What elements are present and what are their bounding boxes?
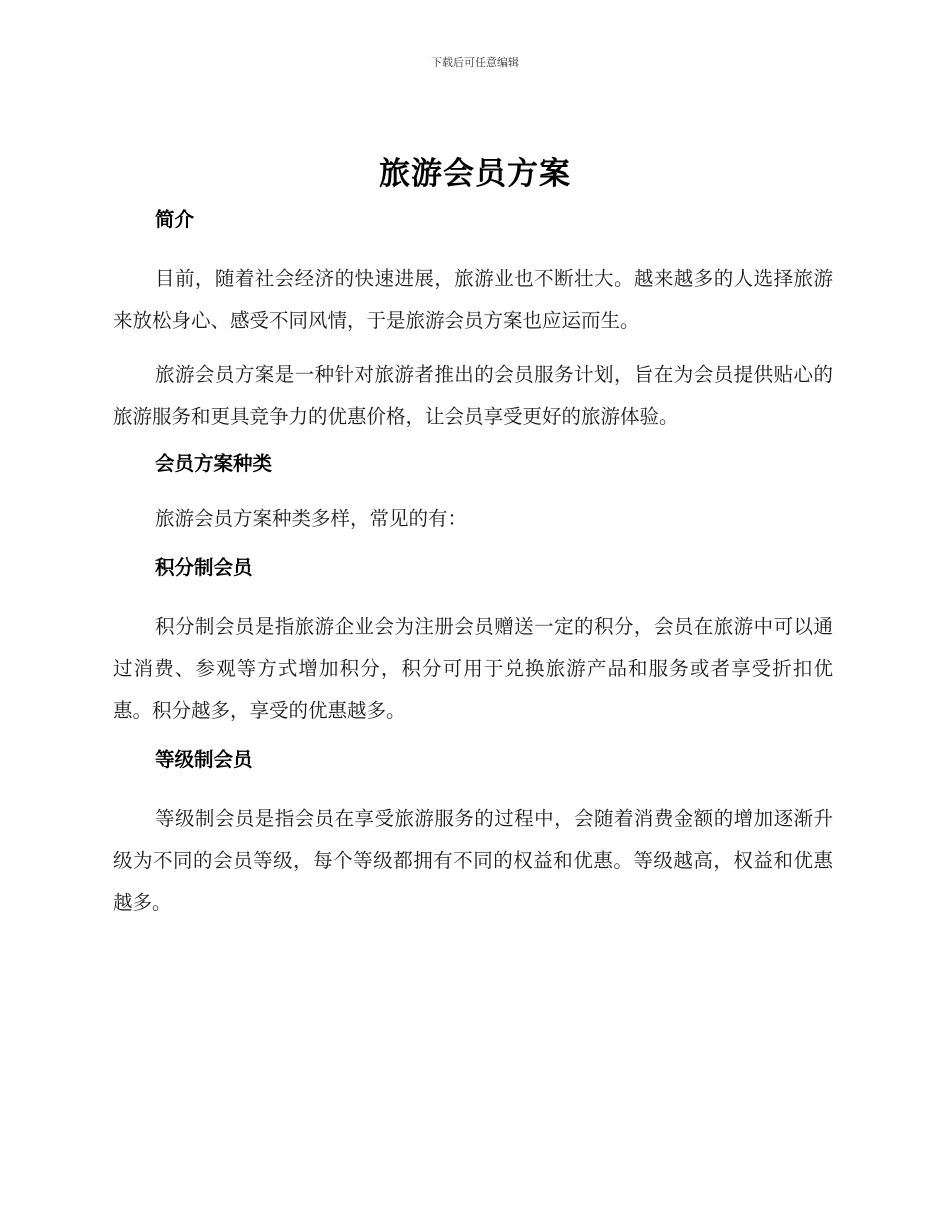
- document-body: [113, 204, 833, 924]
- section-heading-points: 积分制会员: [155, 556, 253, 579]
- document-title: 旅游会员方案: [379, 156, 571, 192]
- page-header-note: 下载后可任意编辑: [431, 56, 519, 69]
- section-heading-levels: 等级制会员: [155, 748, 253, 771]
- levels-paragraph: 等级制会员是指会员在享受旅游服务的过程中，会随着消费金额的增加逐渐升级为不同的会员等级，每个等级都拥有不同的权益和优惠。等级越高，权益和优惠越多。: [113, 807, 833, 914]
- section-heading-types: 会员方案种类: [155, 452, 273, 475]
- intro-paragraph-2: 旅游会员方案是一种针对旅游者推出的会员服务计划，旨在为会员提供贴心的旅游服务和更具竞争力的优惠价格，让会员享受更好的旅游体验。: [113, 363, 833, 428]
- points-paragraph: 积分制会员是指旅游企业会为注册会员赠送一定的积分，会员在旅游中可以通过消费、参观等方式增加积分，积分可用于兑换旅游产品和服务或者享受折扣优惠。积分越多，享受的优惠越多。: [113, 615, 833, 722]
- intro-paragraph-1: 目前，随着社会经济的快速进展，旅游业也不断壮大。越来越多的人选择旅游来放松身心、感受不同风情，于是旅游会员方案也应运而生。: [113, 267, 833, 332]
- types-paragraph: 旅游会员方案种类多样，常见的有：: [155, 507, 468, 530]
- section-heading-intro: 简介: [155, 208, 195, 231]
